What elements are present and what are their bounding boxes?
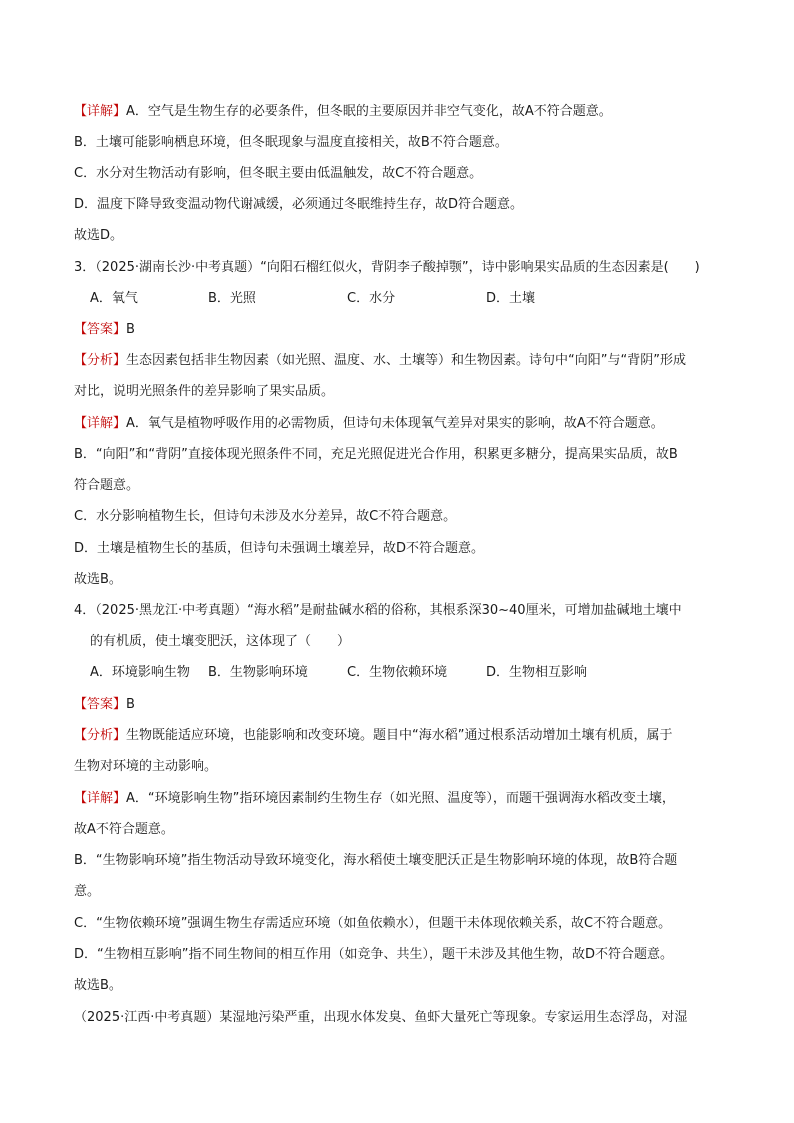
q4-detail-line-a2: 故A不符合题意。 — [74, 822, 174, 837]
q4-detail-line-b1: B．“生物影响环境”指生物活动导致环境变化，海水稻使土壤变肥沃正是生物影响环境的体现，故B符合题 — [74, 853, 678, 868]
detail-tag: 【详解】 — [74, 791, 127, 806]
q4-analysis-line-1 — [74, 727, 673, 745]
detail-text: A．氧气是植物呼吸作用的必需物质，但诗句未体现氧气差异对果实的影响，故A不符合题意。 — [126, 416, 664, 431]
q4-detail-line-c: C．“生物依赖环境”强调生物生存需适应环境（如鱼依赖水），但题干未体现依赖关系，故C不符合题意。 — [74, 916, 672, 931]
q3-analysis-line-2: 对比，说明光照条件的差异影响了果实品质。 — [74, 384, 335, 399]
answer-value: B — [126, 322, 135, 337]
q3-detail-line-b2: 符合题意。 — [74, 478, 140, 493]
q4-conclusion: 故选B。 — [74, 978, 122, 993]
detail-tag: 【详解】 — [74, 104, 127, 119]
q4-stem-line-1: 4．（2025·黑龙江·中考真题）“海水稻”是耐盐碱水稻的俗称，其根系深30~40厘米，可增加盐碱地土壤中 — [74, 603, 682, 618]
detail-text: A．空气是生物生存的必要条件，但冬眠的主要原因并非空气变化，故A不符合题意。 — [126, 104, 612, 119]
q2-detail-line-a — [74, 103, 612, 121]
q3-answer — [74, 321, 135, 339]
q3-option-a: A．氧气 — [90, 291, 138, 306]
analysis-tag: 【分析】 — [74, 728, 127, 743]
q5-stem-line-1: （2025·江西·中考真题）某湿地污染严重，出现水体发臭、鱼虾大量死亡等现象。专家运用生态浮岛，对湿 — [74, 1010, 688, 1025]
analysis-tag: 【分析】 — [74, 353, 127, 368]
q3-detail-line-a — [74, 415, 664, 433]
q4-option-d: D．生物相互影响 — [486, 665, 588, 680]
q3-option-b: B．光照 — [208, 291, 256, 306]
q4-option-a: A．环境影响生物 — [90, 665, 190, 680]
answer-tag: 【答案】 — [74, 697, 127, 712]
q3-option-c: C．水分 — [347, 291, 396, 306]
q3-conclusion: 故选B。 — [74, 572, 122, 587]
q2-detail-line-d: D．温度下降导致变温动物代谢减缓，必须通过冬眠维持生存，故D符合题意。 — [74, 197, 524, 212]
q2-detail-line-c: C．水分对生物活动有影响，但冬眠主要由低温触发，故C不符合题意。 — [74, 166, 483, 181]
q2-detail-line-b: B．土壤可能影响栖息环境，但冬眠现象与温度直接相关，故B不符合题意。 — [74, 135, 508, 150]
analysis-text: 生态因素包括非生物因素（如光照、温度、水、土壤等）和生物因素。诗句中“向阳”与“背阴”形成 — [126, 353, 686, 368]
q4-answer — [74, 696, 135, 714]
q3-stem: 3．（2025·湖南长沙·中考真题）“向阳石榴红似火，背阴李子酸掉颚”，诗中影响果实品质的生态因素是( ) — [74, 260, 700, 275]
q4-detail-line-a1 — [74, 790, 675, 808]
q3-detail-line-d: D．土壤是植物生长的基质，但诗句未强调土壤差异，故D不符合题意。 — [74, 541, 485, 556]
q4-detail-line-d: D．“生物相互影响”指不同生物间的相互作用（如竞争、共生），题干未涉及其他生物，故D不符合题意。 — [74, 947, 673, 962]
q4-detail-line-b2: 意。 — [74, 884, 101, 899]
q3-detail-line-c: C．水分影响植物生长，但诗句未涉及水分差异，故C不符合题意。 — [74, 509, 457, 524]
detail-tag: 【详解】 — [74, 416, 127, 431]
q3-detail-line-b1: B．“向阳”和“背阴”直接体现光照条件不同，充足光照促进光合作用，积累更多糖分，提高果实品质，故B — [74, 447, 678, 462]
q3-analysis-line-1 — [74, 352, 686, 370]
q4-stem-line-2: 的有机质，使土壤变肥沃，这体现了（ ） — [90, 634, 351, 649]
answer-value: B — [126, 697, 135, 712]
q3-option-d: D．土壤 — [486, 291, 536, 306]
analysis-text: 生物既能适应环境，也能影响和改变环境。题目中“海水稻”通过根系活动增加土壤有机质，属于 — [126, 728, 673, 743]
answer-tag: 【答案】 — [74, 322, 127, 337]
q4-option-c: C．生物依赖环境 — [347, 665, 448, 680]
q2-conclusion: 故选D。 — [74, 228, 124, 243]
q4-option-b: B．生物影响环境 — [208, 665, 308, 680]
detail-text: A．“环境影响生物”指环境因素制约生物生存（如光照、温度等），而题干强调海水稻改变土壤， — [126, 791, 675, 806]
q4-analysis-line-2: 生物对环境的主动影响。 — [74, 759, 218, 774]
